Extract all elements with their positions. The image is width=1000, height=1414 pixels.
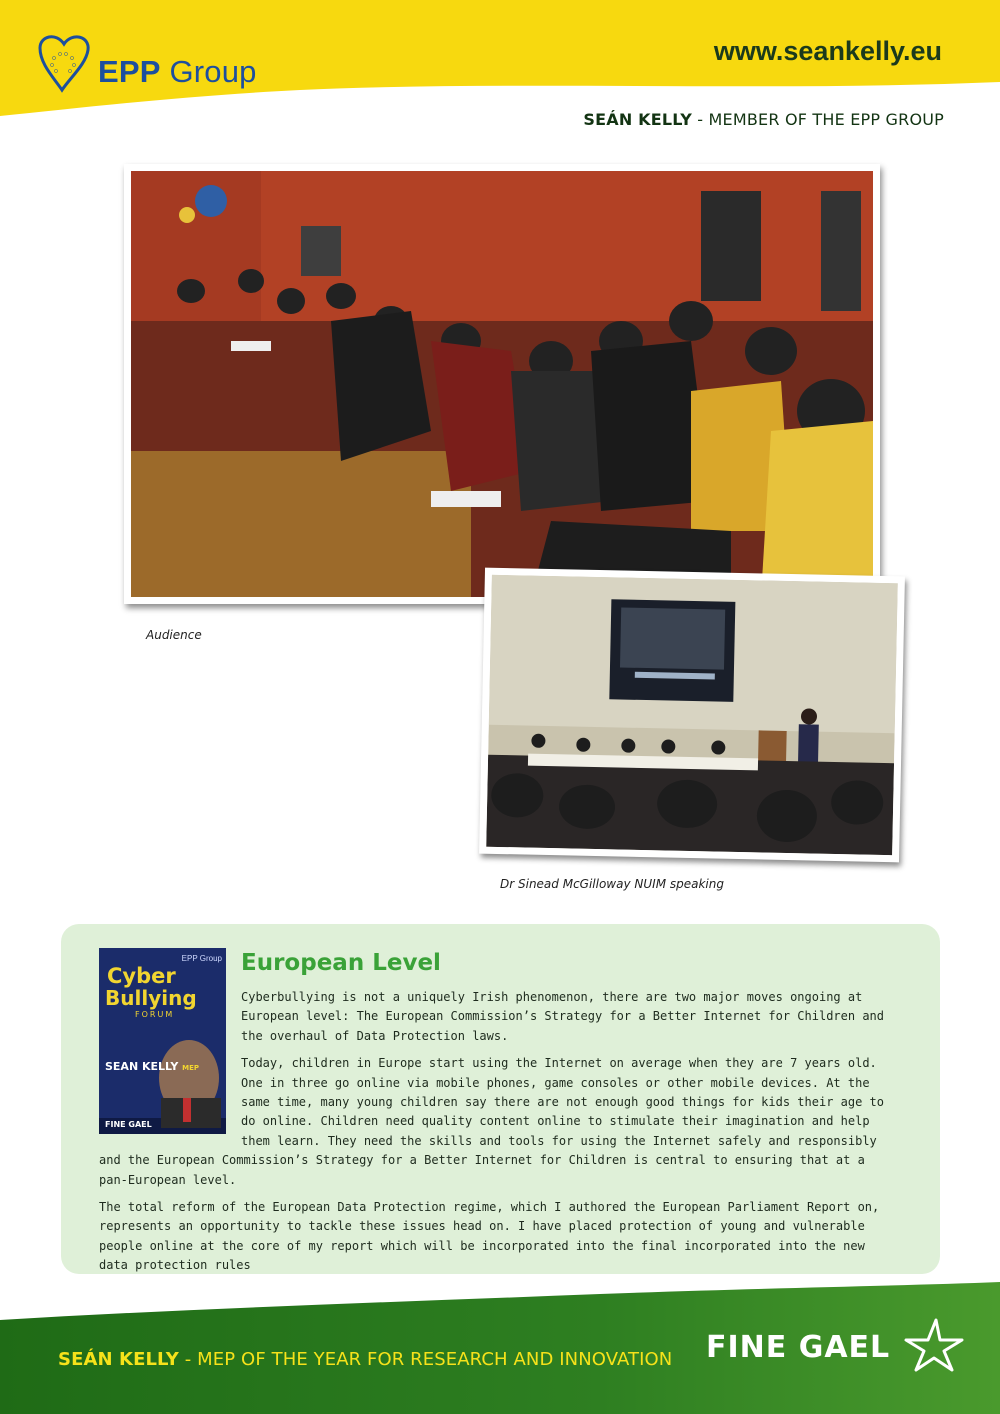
footer-tagline: SEÁN KELLY - MEP OF THE YEAR FOR RESEARCH AND INNOVATION [58, 1349, 673, 1370]
header-tagline: SEÁN KELLY - MEMBER OF THE EPP GROUP [583, 110, 944, 129]
article-paragraph: Today, children in Europe start using the Internet on average when they are 7 years old. One in three go online via mobile phones, game consoles or other mobile devices. At the same time, many young children say there are not enough good things for kids their age to do online. Children need quality content online to stimulate their imagination and help them learn. They need the skills and tools for using the Internet safely and responsibly and the European Commission’s Strategy for a Better Internet for Children is central to ensuring that at a pan-European level. [99, 1056, 884, 1187]
speaker-photo [479, 568, 905, 863]
audience-photo [124, 164, 880, 604]
poster-name: SEAN KELLY MEP [105, 1060, 200, 1073]
poster-party: FINE GAEL [105, 1120, 152, 1129]
poster-title-line2: Bullying [105, 986, 197, 1010]
poster-subtitle: FORUM [135, 1010, 175, 1019]
article-title: European Level [241, 950, 441, 976]
audience-caption: Audience [146, 628, 202, 642]
poster-title-line1: Cyber [107, 964, 176, 988]
site-url-link[interactable]: www.seankelly.eu [713, 36, 942, 66]
article-body [99, 988, 899, 1284]
fine-gael-logo: FINE GAEL [706, 1330, 891, 1365]
poster-brand: EPP Group [181, 954, 222, 963]
article-paragraph: Cyberbullying is not a uniquely Irish phenomenon, there are two major moves ongoing at European level: The European Commission’s Strategy for a Better Internet for Children and the overhaul of Data Protection laws. [241, 990, 884, 1043]
star-icon [902, 1318, 964, 1372]
speaker-caption: Dr Sinead McGilloway NUIM speaking [500, 877, 724, 891]
logo-text: EPP Group [98, 54, 257, 89]
article-paragraph: The total reform of the European Data Protection regime, which I authored the European Parliament Report on, represents an opportunity to tackle these issues head on. I have placed protection of young and vulnerable people online at the core of my report which will be incorporated into the final incorporated into the new data protection rules [99, 1200, 880, 1273]
audience-photo-icon [131, 171, 873, 597]
speaker-photo-icon [486, 575, 898, 855]
